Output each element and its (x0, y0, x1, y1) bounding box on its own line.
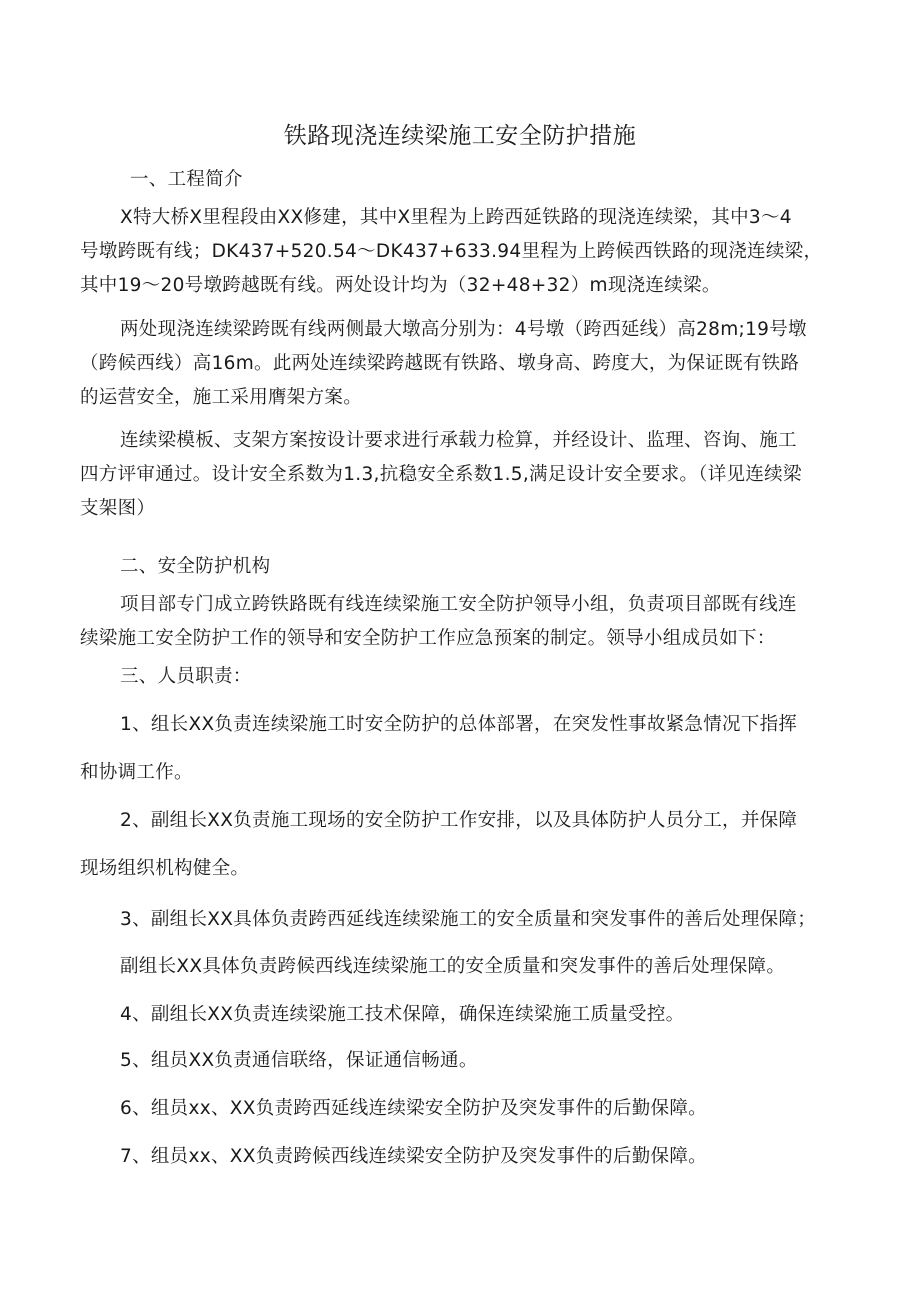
list-item: 5、组员XX负责通信联络，保证通信畅通。 (120, 1050, 478, 1071)
list-item: 1、组长XX负责连续梁施工时安全防护的总体部署，在突发性事故紧急情况下指挥 (120, 714, 798, 735)
section-heading: 一、工程简介 (130, 169, 243, 190)
section-heading: 三、人员职责： (120, 666, 252, 687)
paragraph: 两处现浇连续梁跨既有线两侧最大墩高分别为：4号墩（跨西延线）高28m;19号墩 （跨候西线）高16m。此两处连续梁跨越既有铁路、墩身高、跨度大，为保证既有铁路 的运营安全，施工采用膺架方案。 (80, 319, 807, 408)
list-item: 2、副组长XX负责施工现场的安全防护工作安排，以及具体防护人员分工，并保障 (120, 810, 798, 831)
document-title: 铁路现浇连续梁施工安全防护措施 (283, 123, 637, 149)
list-item-continuation: 现场组织机构健全。 (80, 858, 250, 879)
list-item-continuation: 副组长XX具体负责跨候西线连续梁施工的安全质量和突发事件的善后处理保障。 (120, 956, 786, 977)
list-item: 4、副组长XX负责连续梁施工技术保障，确保连续梁施工质量受控。 (120, 1004, 685, 1025)
list-item: 3、副组长XX具体负责跨西延线连续梁施工的安全质量和突发事件的善后处理保障； (120, 909, 817, 930)
paragraph: X特大桥X里程段由XX修建，其中X里程为上跨西延铁路的现浇连续梁，其中3～4 号墩跨既有线；DK437+520.54～DK437+633.94里程为上跨候西铁路的现浇连续梁， 其中19～20号墩跨越既有线。两处设计均为（32+48+32）m现浇连续梁。 (80, 207, 823, 296)
paragraph: 项目部专门成立跨铁路既有线连续梁施工安全防护领导小组，负责项目部既有线连 续梁施工安全防护工作的领导和安全防护工作应急预案的制定。领导小组成员如下： (80, 594, 797, 649)
paragraph: 连续梁模板、支架方案按设计要求进行承载力检算，并经设计、监理、咨询、施工 四方评审通过。设计安全系数为1.3,抗稳安全系数1.5,满足设计安全要求。（详见连续梁 支架图） (80, 430, 802, 519)
section-heading: 二、安全防护机构 (120, 556, 271, 577)
list-item: 7、组员xx、XX负责跨候西线连续梁安全防护及突发事件的后勤保障。 (120, 1146, 707, 1167)
list-item: 6、组员xx、XX负责跨西延线连续梁安全防护及突发事件的后勤保障。 (120, 1098, 707, 1119)
list-item-continuation: 和协调工作。 (80, 762, 193, 783)
